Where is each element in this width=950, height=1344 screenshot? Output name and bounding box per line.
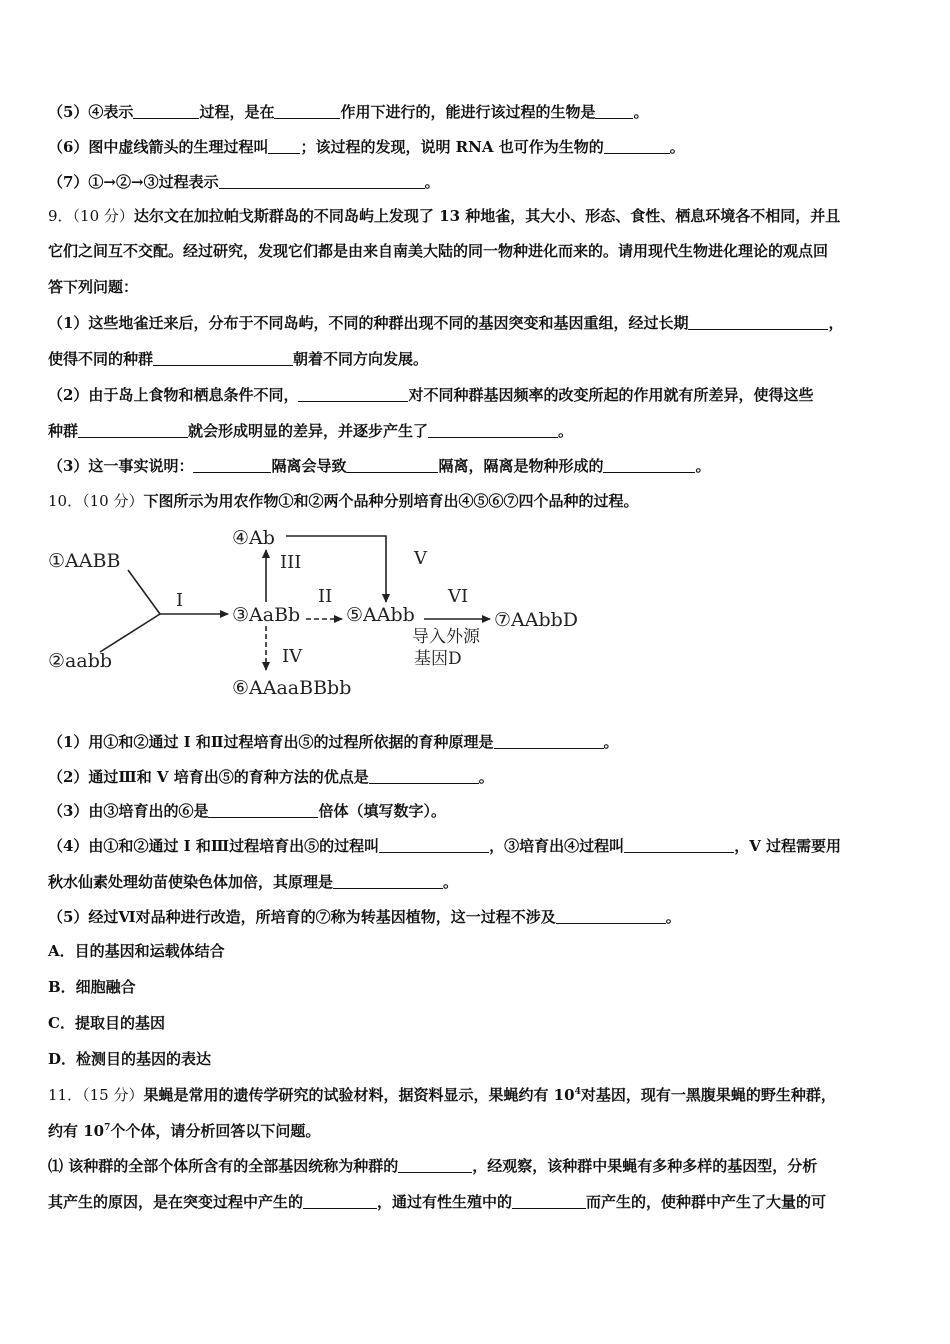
- line-parent1: [128, 570, 160, 614]
- process-label-3: III: [280, 552, 302, 573]
- answer-blank[interactable]: [303, 1193, 377, 1209]
- q8-item-7: （7）①→②→③过程表示 。: [48, 173, 440, 191]
- node-pure-line: ⑤AAbb: [346, 604, 415, 626]
- answer-blank[interactable]: [208, 802, 318, 818]
- q9-stem-line-2: 它们之间互不交配。经过研究，发现它们都是由来自南美大陆的同一物种进化而来的。请用现代生物进化理论的观点回: [48, 242, 829, 260]
- q11-item-1-line-2: 其产生的原因，是在突变过程中产生的 ，通过有性生殖中的 而产生的，使种群中产生了大量的可: [48, 1193, 827, 1211]
- q9-stem-line-3: 答下列问题：: [48, 278, 139, 296]
- q10-option-d[interactable]: D．检测目的基因的表达: [48, 1050, 212, 1068]
- breeding-process-diagram: [40, 522, 600, 712]
- q10-item-4-line-1: （4）由①和②通过 I 和Ⅲ过程培育出⑤的过程叫 ，③培育出④过程叫 ，V 过程需要用: [48, 837, 842, 855]
- q10-item-5: （5）经过Ⅵ对品种进行改造，所培育的⑦称为转基因植物，这一过程不涉及 。: [48, 908, 681, 926]
- answer-blank[interactable]: [153, 350, 293, 366]
- answer-blank[interactable]: [298, 386, 408, 402]
- q10-item-3: （3）由③培育出的⑥是 倍体（填写数字）。: [48, 802, 446, 820]
- q11-stem-line-2: 约有 $10^7$个个体，请分析回答以下问题。: [48, 1122, 321, 1140]
- answer-blank[interactable]: [428, 422, 558, 438]
- process-label-2: II: [318, 586, 333, 607]
- answer-blank[interactable]: [604, 138, 670, 154]
- line-parent2: [100, 614, 160, 652]
- answer-blank[interactable]: [369, 768, 479, 784]
- q10-item-2: （2）通过Ⅲ和 V 培育出⑤的育种方法的优点是 。: [48, 768, 494, 786]
- answer-blank[interactable]: [595, 103, 633, 119]
- q11-item-1-line-1: ⑴ 该种群的全部个体所含有的全部基因统称为种群的 ，经观察，该种群中果蝇有多种多样的基因型，分析: [48, 1157, 818, 1175]
- q9-item-3: （3）这一事实说明： 隔离会导致 隔离，隔离是物种形成的 。: [48, 457, 711, 475]
- q9-item-1-line-1: （1）这些地雀迁来后，分布于不同岛屿，不同的种群出现不同的基因突变和基因重组，经过长期 ，: [48, 314, 844, 332]
- q10-item-4-line-2: 秋水仙素处理幼苗使染色体加倍，其原理是 。: [48, 873, 459, 891]
- node-tetraploid: ⑥AAaaBBbb: [232, 677, 352, 699]
- answer-blank[interactable]: [219, 173, 425, 189]
- answer-blank[interactable]: [398, 1157, 472, 1173]
- node-hybrid: ③AaBb: [232, 604, 301, 626]
- q8-item-5: （5）④表示 过程，是在 作用下进行的，能进行该过程的生物是 。: [48, 103, 649, 121]
- process-label-6: VI: [448, 586, 469, 607]
- answer-blank[interactable]: [494, 733, 604, 749]
- answer-blank[interactable]: [556, 908, 666, 924]
- answer-blank[interactable]: [133, 103, 199, 119]
- node-parent-aabb-upper: ①AABB: [48, 550, 121, 572]
- q10-stem: 10．（10 分）下图所示为用农作物①和②两个品种分别培育出④⑤⑥⑦四个品种的过程。: [48, 492, 639, 510]
- q10-option-b[interactable]: B．细胞融合: [48, 978, 136, 996]
- answer-blank[interactable]: [688, 314, 828, 330]
- answer-blank[interactable]: [512, 1193, 586, 1209]
- process-label-5: V: [414, 548, 427, 569]
- q10-option-c[interactable]: C．提取目的基因: [48, 1014, 165, 1032]
- process-label-1: I: [176, 590, 184, 611]
- process-note-1: 导入外源: [412, 627, 480, 647]
- q9-item-1-line-2: 使得不同的种群 朝着不同方向发展。: [48, 350, 429, 368]
- answer-blank[interactable]: [274, 103, 340, 119]
- answer-blank[interactable]: [624, 837, 734, 853]
- q11-stem-line-1: 11．（15 分）果蝇是常用的遗传学研究的试验材料，据资料显示，果蝇约有 $10^4$对基因，现有一黑腹果蝇的野生种群，: [48, 1086, 836, 1104]
- answer-blank[interactable]: [78, 422, 188, 438]
- node-haploid: ④Ab: [232, 527, 275, 549]
- q9-item-2-line-1: （2）由于岛上食物和栖息条件不同， 对不同种群基因频率的改变所起的作用就有所差异，使得这些: [48, 386, 814, 404]
- q10-option-a[interactable]: A．目的基因和运载体结合: [48, 942, 225, 960]
- answer-blank[interactable]: [379, 837, 489, 853]
- answer-blank[interactable]: [193, 457, 271, 473]
- node-transgenic: ⑦AAbbD: [494, 609, 579, 631]
- q9-stem-line-1: 9．（10 分）达尔文在加拉帕戈斯群岛的不同岛屿上发现了 13 种地雀，其大小、形态、食性、栖息环境各不相同，并且: [48, 207, 841, 225]
- node-parent-aabb-lower: ②aabb: [48, 650, 113, 672]
- answer-blank[interactable]: [333, 873, 443, 889]
- answer-blank[interactable]: [346, 457, 438, 473]
- answer-blank[interactable]: [268, 138, 300, 154]
- process-note-2: 基因D: [414, 649, 462, 669]
- answer-blank[interactable]: [603, 457, 695, 473]
- q9-item-2-line-2: 种群 就会形成明显的差异，并逐步产生了 。: [48, 422, 574, 440]
- q8-item-6: （6）图中虚线箭头的生理过程叫 ；该过程的发现，说明 RNA 也可作为生物的 。: [48, 138, 685, 156]
- process-label-4: IV: [282, 646, 303, 667]
- q10-item-1: （1）用①和②通过 I 和Ⅱ过程培育出⑤的过程所依据的育种原理是 。: [48, 733, 619, 751]
